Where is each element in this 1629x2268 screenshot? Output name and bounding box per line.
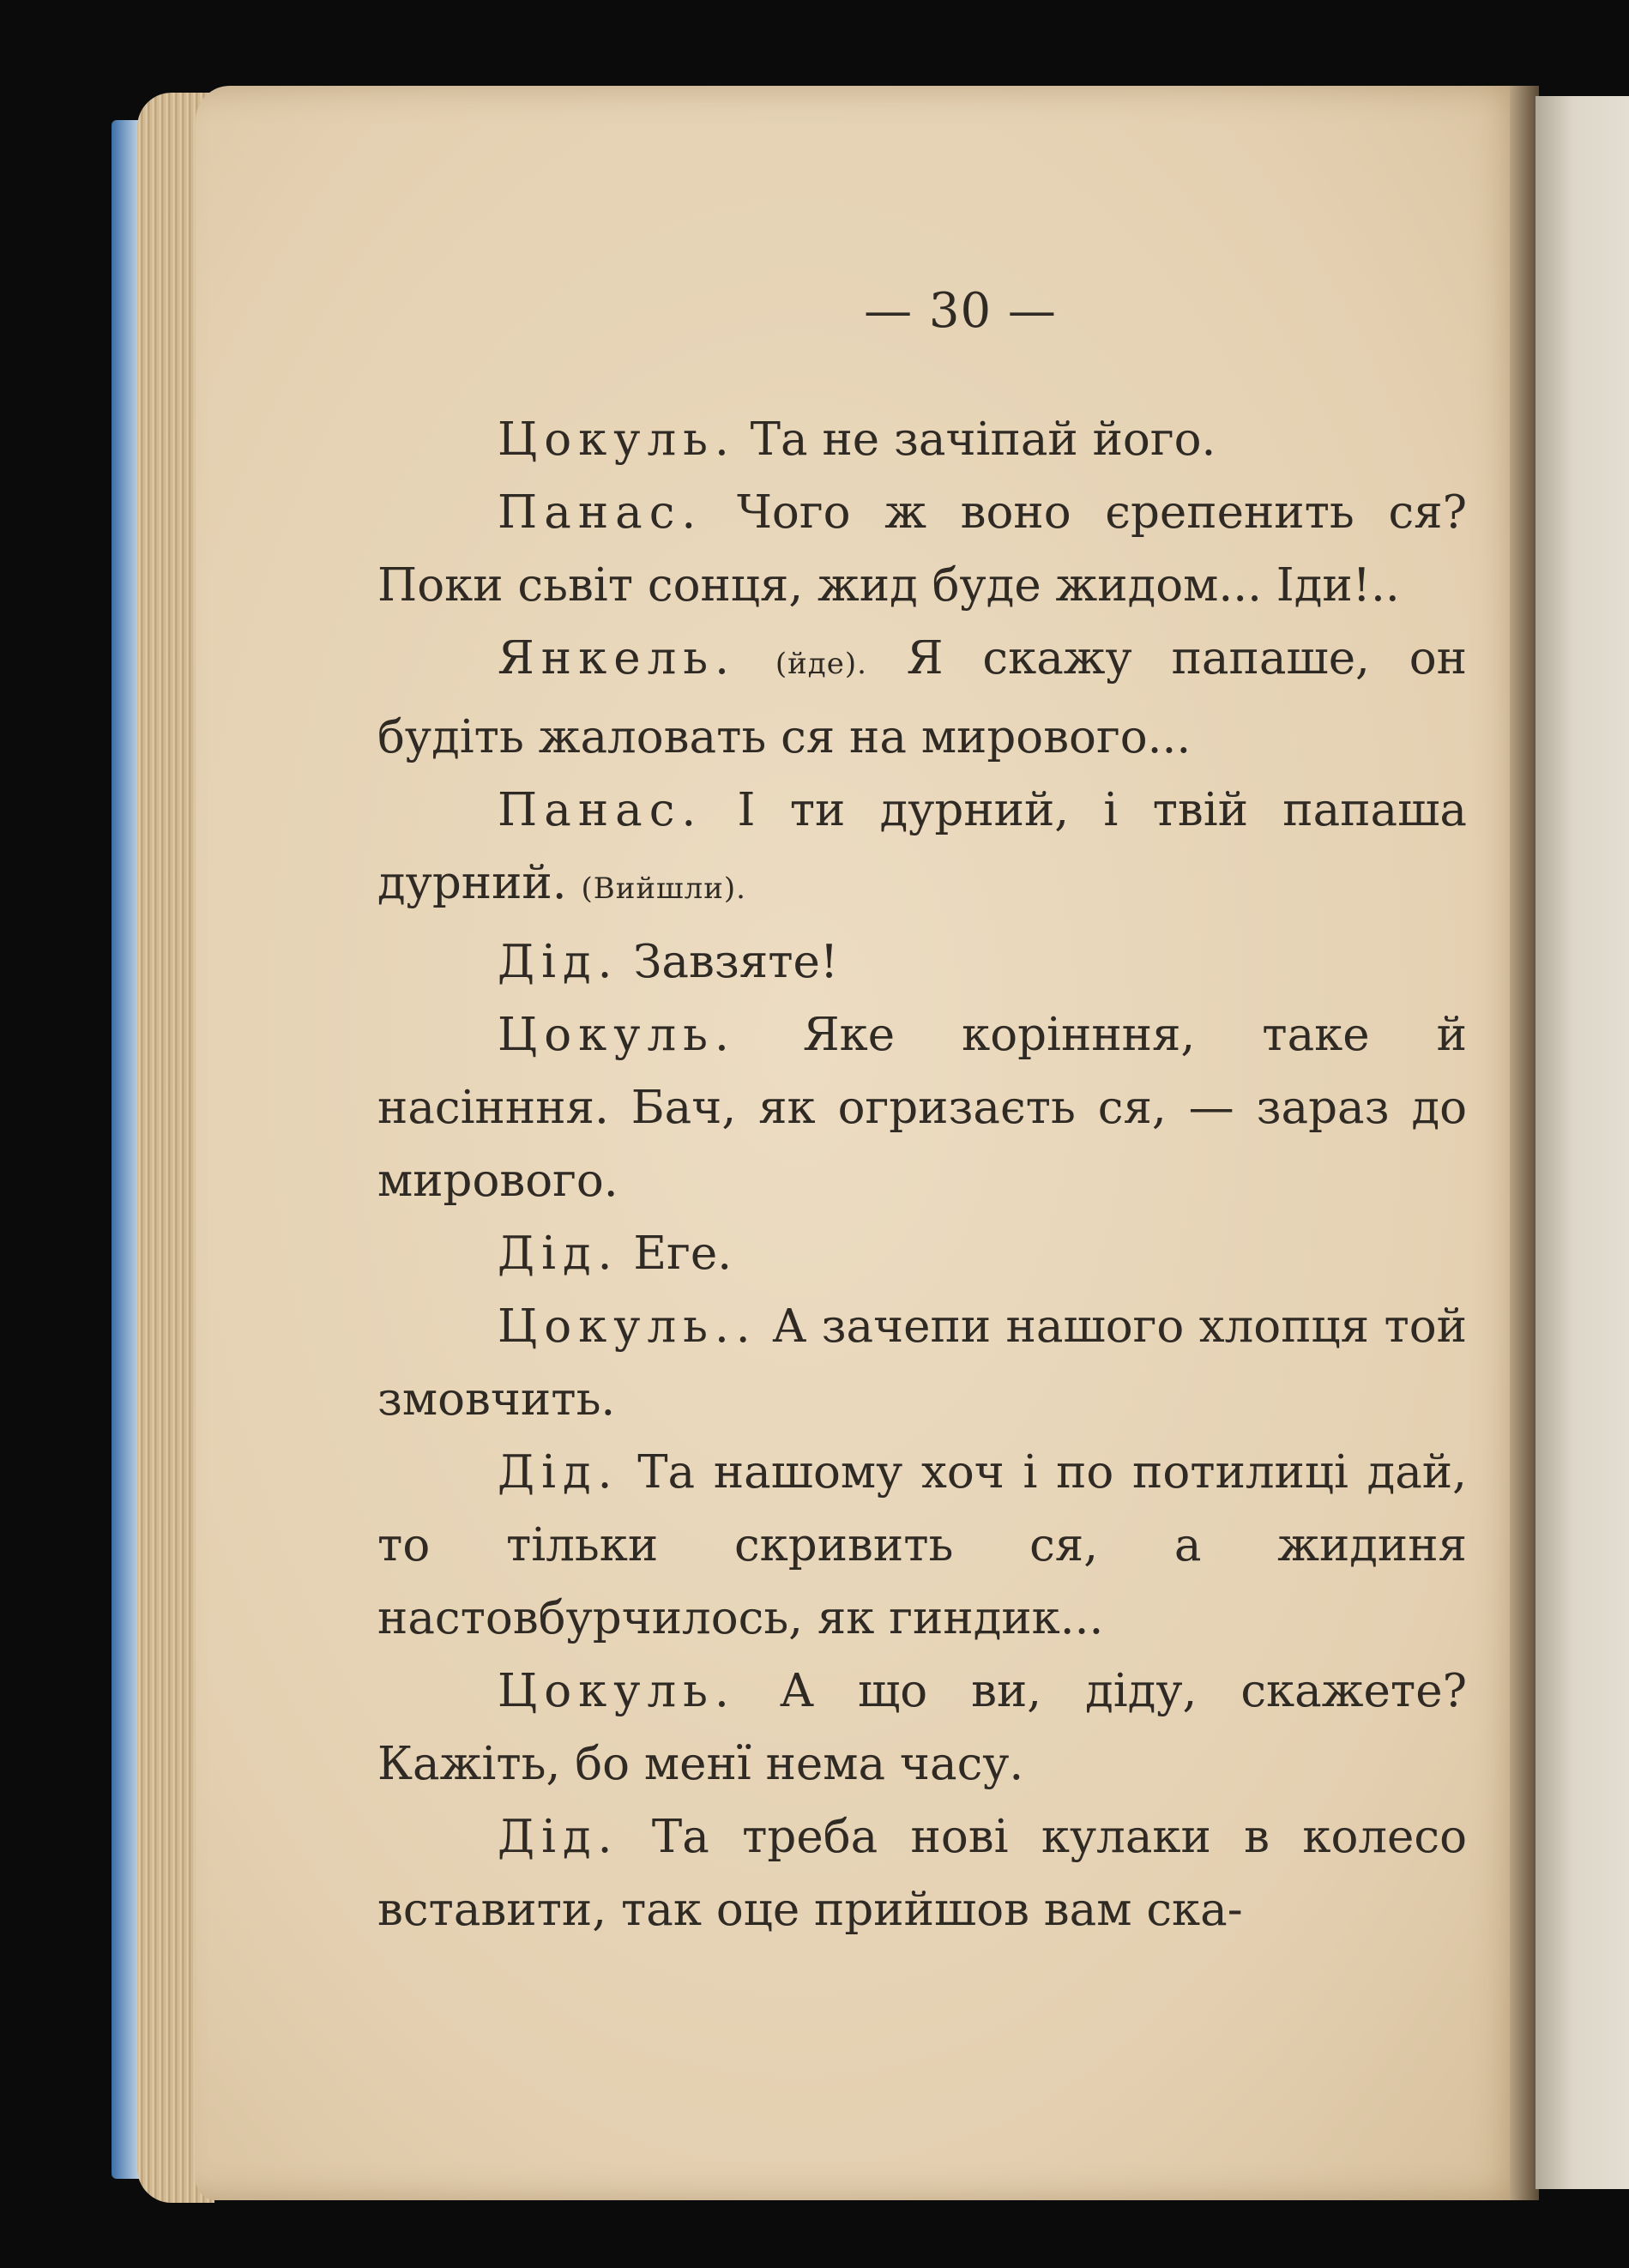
dialogue-line — [377, 403, 1467, 476]
line-text: А зачепи нашого хлопця той змовчить. — [377, 1300, 1467, 1426]
line-text: Еге. — [633, 1227, 733, 1280]
page-number: — 30 — — [864, 283, 1057, 339]
line-text: Чого ж воно єрепенить ся? Поки сьвіт сонця, жид буде жидом... Іди!.. — [377, 486, 1467, 612]
line-text: І ти дурний, і твій папаша дурний. — [377, 784, 1467, 909]
dialogue-line — [377, 1290, 1467, 1436]
speaker-name: Дід. — [498, 1811, 619, 1863]
dialogue-line — [377, 476, 1467, 622]
speaker-name: Цокуль. — [498, 1009, 736, 1061]
line-text: Та треба нові кулаки в колесо вставити, так оце прийшов вам ска- — [377, 1811, 1467, 1936]
dialogue-line — [377, 1217, 1467, 1290]
speaker-name: Дід. — [498, 936, 619, 988]
dialogue-line — [377, 1801, 1467, 1946]
dialogue-line — [377, 1436, 1467, 1655]
speaker-name: Панас. — [498, 784, 703, 836]
stage-direction: (Вийшли). — [581, 872, 746, 906]
line-text: А що ви, діду, скажете? Кажіть, бо менї нема часу. — [377, 1665, 1467, 1790]
line-text: Та нашому хоч і по потилиці дай, то тільки скривить ся, а жидиня настовбурчилось, як гиндик... — [377, 1446, 1467, 1644]
book-gutter — [1510, 86, 1539, 2200]
speaker-name: Цокуль. — [498, 1665, 736, 1717]
speaker-name: Панас. — [498, 486, 703, 539]
stage-direction: (йде). — [775, 647, 867, 681]
line-text: Яке корінння, таке й насінння. Бач, як огризаєть ся, — зараз до мирового. — [377, 1009, 1467, 1207]
speaker-name: Цокуль.. — [498, 1300, 757, 1353]
dialogue-line — [377, 774, 1467, 926]
dialogue-line — [377, 622, 1467, 774]
dialogue-line — [377, 926, 1467, 998]
speaker-name: Дід. — [498, 1227, 619, 1280]
speaker-name: Дід. — [498, 1446, 619, 1499]
page-text — [377, 403, 1467, 1946]
dialogue-line — [377, 1655, 1467, 1801]
facing-page — [1535, 96, 1629, 2189]
line-text: Завзяте! — [633, 936, 839, 988]
speaker-name: Янкель. — [498, 632, 736, 685]
line-text: Та не зачіпай його. — [750, 413, 1216, 466]
line-text: Я скажу папаше, он будіть жаловать ся на мирового... — [377, 632, 1467, 763]
dialogue-line — [377, 998, 1467, 1217]
speaker-name: Цокуль. — [498, 413, 736, 466]
